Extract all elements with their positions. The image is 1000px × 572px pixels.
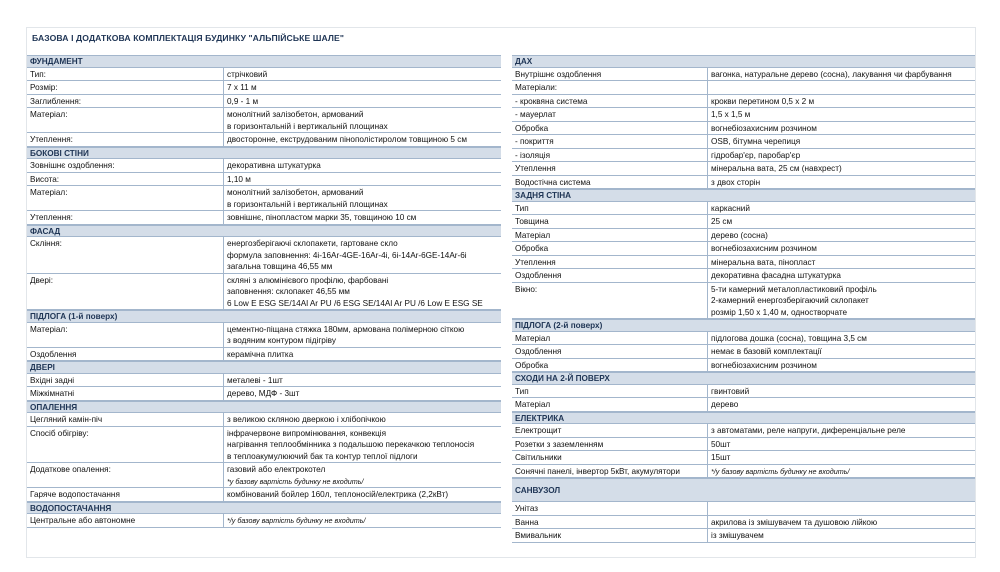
spec-row xyxy=(512,122,975,136)
spec-value xyxy=(708,176,975,189)
spec-value-line: енергозберігаючі склопакети, гартоване скло xyxy=(227,239,398,248)
spec-value-line: 7 х 11 м xyxy=(227,83,257,92)
spec-label: Матеріал xyxy=(512,229,708,242)
spec-row xyxy=(27,211,501,225)
spec-label: Тип xyxy=(512,385,708,398)
spec-label: Спосіб обігріву: xyxy=(27,427,224,463)
spec-label: Зовнішнє оздоблення: xyxy=(27,159,224,172)
spec-value xyxy=(708,68,975,81)
spec-value-line: декоративна фасадна штукатурка xyxy=(711,271,841,280)
section-heading: ЕЛЕКТРИКА xyxy=(512,412,975,425)
spec-value xyxy=(224,237,501,273)
spec-row xyxy=(512,465,975,479)
spec-value-line: цементно-піщана стяжка 180мм, армована полімерною сіткою xyxy=(227,324,465,334)
spec-value xyxy=(224,173,501,186)
spec-label: - покриття xyxy=(512,135,708,148)
spec-label: Обробка xyxy=(512,122,708,135)
spec-row xyxy=(512,81,975,95)
spec-row xyxy=(27,68,501,82)
spec-label: Обробка xyxy=(512,359,708,372)
spec-value-line: 1,5 х 1,5 м xyxy=(711,110,751,119)
spec-value xyxy=(708,215,975,228)
spec-value-line: 0,9 - 1 м xyxy=(227,96,259,106)
spec-value-line: монолітний залізобетон, армований xyxy=(227,188,364,197)
spec-value xyxy=(224,427,501,463)
spec-label: Вхідні задні xyxy=(27,374,224,387)
spec-label: - кроквяна система xyxy=(512,95,708,108)
spec-value-line: двосторонне, екструдованим пінополістиролом товщиною 5 см xyxy=(227,135,467,144)
spec-value-line: в горизонтальній і вертикальній площинах xyxy=(227,121,388,131)
spec-row xyxy=(27,514,501,528)
right-column xyxy=(512,55,975,543)
spec-value xyxy=(708,202,975,215)
spec-label: Тип xyxy=(512,202,708,215)
spec-row xyxy=(512,451,975,465)
spec-label: Скління: xyxy=(27,237,224,273)
spec-row xyxy=(512,215,975,229)
spec-row xyxy=(512,283,975,320)
spec-value xyxy=(708,345,975,358)
spec-row xyxy=(512,229,975,243)
spec-row xyxy=(512,345,975,359)
spec-value xyxy=(708,465,975,478)
spec-value-line: монолітний залізобетон, армований xyxy=(227,110,364,119)
spec-value xyxy=(224,463,501,487)
spec-label: Висота: xyxy=(27,173,224,186)
spec-value xyxy=(708,385,975,398)
spec-value xyxy=(708,269,975,282)
spec-value xyxy=(708,108,975,121)
spec-row xyxy=(512,68,975,82)
spec-value xyxy=(708,424,975,437)
spec-value-line: формула заповнення: 4і-16Ar-4GE-16Ar-4і, 6і-14Ar-6GE-14Ar-6і xyxy=(227,250,467,260)
spec-label: Унітаз xyxy=(512,502,708,515)
spec-label: Додаткове опалення: xyxy=(27,463,224,487)
spec-value-line: 5-ти камерний металопластиковий профіль xyxy=(711,284,877,294)
spec-value xyxy=(708,135,975,148)
spec-value xyxy=(708,242,975,255)
spec-value xyxy=(708,516,975,529)
spec-row xyxy=(512,135,975,149)
spec-label: Електрощит xyxy=(512,424,708,437)
spec-row xyxy=(27,348,501,362)
spec-row xyxy=(512,176,975,190)
spec-row xyxy=(512,359,975,373)
spec-value-line: керамічна плитка xyxy=(227,349,294,359)
spec-value-line: 15шт xyxy=(711,453,731,462)
section-heading: СХОДИ НА 2-Й ПОВЕРХ xyxy=(512,372,975,385)
spec-value xyxy=(708,162,975,175)
spec-row xyxy=(512,398,975,412)
spec-value xyxy=(224,133,501,146)
spec-value-line: каркасний xyxy=(711,203,750,213)
spec-row xyxy=(512,162,975,176)
spec-value-line: мінеральна вата, 25 см (навхрест) xyxy=(711,164,842,173)
spec-row xyxy=(512,529,975,543)
spec-label: Вікно: xyxy=(512,283,708,319)
spec-label: Матеріал: xyxy=(27,108,224,132)
section-heading: ОПАЛЕННЯ xyxy=(27,401,501,414)
spec-label: Матеріали: xyxy=(512,81,708,94)
spec-value-line: акрилова із змішувачем та душовою лійкою xyxy=(711,517,878,527)
spec-label: Цегляний камін-піч xyxy=(27,413,224,426)
spec-label: Товщина xyxy=(512,215,708,228)
spec-value-line: 50шт xyxy=(711,439,731,449)
spec-value xyxy=(224,514,501,527)
spec-value xyxy=(224,108,501,132)
spec-value xyxy=(708,398,975,411)
spec-row xyxy=(27,463,501,488)
spec-row xyxy=(27,159,501,173)
spec-label: Ванна xyxy=(512,516,708,529)
spec-value-line: гідробар'єр, паробар'єр xyxy=(711,150,801,160)
spec-value-line: 6 Low E ESG SE/14Al Ar PU /6 ESG SE/14Al Ar PU /6 Low E ESG SE xyxy=(227,298,483,308)
spec-row xyxy=(512,332,975,346)
spec-value xyxy=(224,413,501,426)
spec-label: Розетки з заземленням xyxy=(512,438,708,451)
spec-row xyxy=(27,387,501,401)
spec-value xyxy=(224,387,501,400)
spec-value-line: із змішувачем xyxy=(711,531,764,540)
spec-label: Розмір: xyxy=(27,81,224,94)
spec-value xyxy=(224,323,501,347)
spec-value xyxy=(224,374,501,387)
spec-value-line: інфрачервоне випромінювання, конвекція xyxy=(227,428,387,438)
not-included-note: */у базову вартість будинку не входить/ xyxy=(227,516,366,525)
spec-value-line: газовий або електрокотел xyxy=(227,465,326,474)
section-heading: ДАХ xyxy=(512,55,975,68)
spec-value-line: з великою скляною дверкою і хлібопічкою xyxy=(227,415,386,424)
spec-row xyxy=(27,374,501,388)
spec-label: Матеріал xyxy=(512,332,708,345)
left-column xyxy=(27,55,501,528)
spec-value xyxy=(224,186,501,210)
spec-value-line: загальна товщина 46,55 мм xyxy=(227,262,333,271)
section-heading: ЗАДНЯ СТІНА xyxy=(512,189,975,202)
spec-value-line: підлогова дошка (сосна), товщина 3,5 см xyxy=(711,333,867,343)
spec-label: Тип: xyxy=(27,68,224,81)
spec-label: Матеріал: xyxy=(27,186,224,210)
spec-value xyxy=(224,81,501,94)
spec-value-line: вогнебіозахисним розчином xyxy=(711,123,817,133)
spec-label: Світильники xyxy=(512,451,708,464)
not-included-note: */у базову вартість будинку не входить/ xyxy=(711,466,850,476)
section-heading: ВОДОПОСТАЧАННЯ xyxy=(27,502,501,515)
spec-label: Утеплення xyxy=(512,162,708,175)
spec-value xyxy=(708,81,975,94)
spec-value xyxy=(708,122,975,135)
spec-label: Оздоблення xyxy=(512,269,708,282)
spec-row xyxy=(27,108,501,133)
spec-row xyxy=(27,133,501,147)
spec-value-line: дерево xyxy=(711,400,739,409)
spec-value xyxy=(708,332,975,345)
spec-value-line: вогнебіозахисним розчином xyxy=(711,360,817,370)
spec-row xyxy=(512,438,975,452)
spec-label: Матеріал xyxy=(512,398,708,411)
spec-label: Матеріал: xyxy=(27,323,224,347)
spec-label: Водостічна система xyxy=(512,176,708,189)
spec-value xyxy=(708,149,975,162)
section-heading: ФАСАД xyxy=(27,225,501,238)
spec-value xyxy=(708,283,975,319)
spec-value-line: вогнебіозахисним розчином xyxy=(711,244,817,253)
spec-label: Двері: xyxy=(27,274,224,310)
spec-label: Утеплення: xyxy=(27,133,224,146)
section-heading: ДВЕРІ xyxy=(27,361,501,374)
spec-value-line: в теплоакумулюючий бак та контур теплої підлоги xyxy=(227,451,418,461)
spec-row xyxy=(512,256,975,270)
spec-value-line: крокви перетином 0,5 х 2 м xyxy=(711,96,815,106)
spec-value-line: розмір 1,50 х 1,40 м, одностворчате xyxy=(711,307,848,317)
section-heading: ПІДЛОГА (2-й поверх) xyxy=(512,319,975,332)
spec-value-line: металеві - 1шт xyxy=(227,375,283,385)
section-heading: САНВУЗОЛ xyxy=(512,478,975,502)
spec-value-line: декоративна штукатурка xyxy=(227,161,321,170)
spec-value-line: гвинтовий xyxy=(711,386,750,396)
spec-row xyxy=(512,202,975,216)
spec-value xyxy=(708,359,975,372)
spec-value xyxy=(224,488,501,501)
spec-sheet xyxy=(26,27,976,558)
spec-row xyxy=(27,173,501,187)
spec-value xyxy=(224,159,501,172)
spec-value-line: дерево (сосна) xyxy=(711,230,768,240)
spec-row xyxy=(27,323,501,348)
spec-value xyxy=(708,451,975,464)
spec-value-line: немає в базовій комплектації xyxy=(711,347,822,356)
spec-row xyxy=(27,413,501,427)
spec-value xyxy=(224,274,501,310)
spec-row xyxy=(512,95,975,109)
spec-value xyxy=(708,229,975,242)
spec-label: Внутрішнє оздоблення xyxy=(512,68,708,81)
spec-value-line: 2-камерний енергозберігаючий склопакет xyxy=(711,296,869,305)
spec-row xyxy=(512,108,975,122)
spec-value xyxy=(708,529,975,542)
spec-value xyxy=(224,211,501,224)
spec-row xyxy=(512,242,975,256)
spec-label: Сонячні панелі, інвертор 5кВт, акумулятори xyxy=(512,465,708,478)
spec-label: - ізоляція xyxy=(512,149,708,162)
spec-row xyxy=(27,237,501,274)
spec-value xyxy=(708,502,975,515)
spec-row xyxy=(512,502,975,516)
spec-value-line: комбінований бойлер 160л, теплоносій/електрика (2,2кВт) xyxy=(227,490,449,499)
spec-row xyxy=(27,427,501,464)
spec-label: Оздоблення xyxy=(27,348,224,361)
spec-value xyxy=(224,348,501,361)
spec-value-line: заповнення: склопакет 46,55 мм xyxy=(227,287,350,296)
spec-label: Вмивальник xyxy=(512,529,708,542)
spec-value xyxy=(708,438,975,451)
spec-label: Заглиблення: xyxy=(27,95,224,108)
spec-value xyxy=(708,95,975,108)
spec-value-line: дерево, МДФ - 3шт xyxy=(227,389,300,398)
section-heading: ПІДЛОГА (1-й поверх) xyxy=(27,310,501,323)
spec-value-line: з двох сторін xyxy=(711,177,761,187)
spec-row xyxy=(27,81,501,95)
spec-value xyxy=(224,68,501,81)
spec-value-line: OSB, бітумна черепиця xyxy=(711,137,801,146)
spec-row xyxy=(27,186,501,211)
spec-label: Центральне або автономне xyxy=(27,514,224,527)
spec-value xyxy=(708,256,975,269)
spec-value-line: з водяним контуром підігріву xyxy=(227,336,336,345)
spec-row xyxy=(512,149,975,163)
spec-row xyxy=(27,95,501,109)
spec-value-line: з автоматами, реле напруги, диференціальне реле xyxy=(711,426,906,435)
spec-row xyxy=(512,385,975,399)
spec-label: Гаряче водопостачання xyxy=(27,488,224,501)
spec-row xyxy=(512,516,975,530)
spec-value-line: зовнішнє, пінопластом марки 35, товщиною 10 см xyxy=(227,213,417,222)
spec-value-line: стрічковий xyxy=(227,69,268,79)
spec-row xyxy=(27,274,501,311)
spec-value-line: вагонка, натуральне дерево (сосна), лакування чи фарбування xyxy=(711,69,952,79)
spec-label: - мауерлат xyxy=(512,108,708,121)
spec-label: Утеплення xyxy=(512,256,708,269)
spec-value xyxy=(224,95,501,108)
spec-value-line: нагрівання теплообмінника з подальшою перекачкою теплоносія xyxy=(227,440,475,449)
section-heading: БОКОВІ СТІНИ xyxy=(27,147,501,160)
spec-value-line: мінеральна вата, пінопласт xyxy=(711,257,816,267)
spec-label: Міжкімнатні xyxy=(27,387,224,400)
spec-row xyxy=(512,269,975,283)
spec-label: Обробка xyxy=(512,242,708,255)
section-heading: ФУНДАМЕНТ xyxy=(27,55,501,68)
spec-value-line: 1,10 м xyxy=(227,174,251,184)
spec-label: Оздоблення xyxy=(512,345,708,358)
not-included-note: *у базову вартість будинку не входить/ xyxy=(227,476,364,486)
spec-row xyxy=(27,488,501,502)
spec-label: Утеплення: xyxy=(27,211,224,224)
spec-value-line: скляні з алюмінієвого профілю, фарбовані xyxy=(227,275,389,285)
document-title: БАЗОВА І ДОДАТКОВА КОМПЛЕКТАЦІЯ БУДИНКУ "АЛЬПІЙСЬКЕ ШАЛЕ" xyxy=(32,33,345,43)
spec-value-line: 25 см xyxy=(711,217,733,226)
spec-value-line: в горизонтальній і вертикальній площинах xyxy=(227,199,388,209)
spec-row xyxy=(512,424,975,438)
